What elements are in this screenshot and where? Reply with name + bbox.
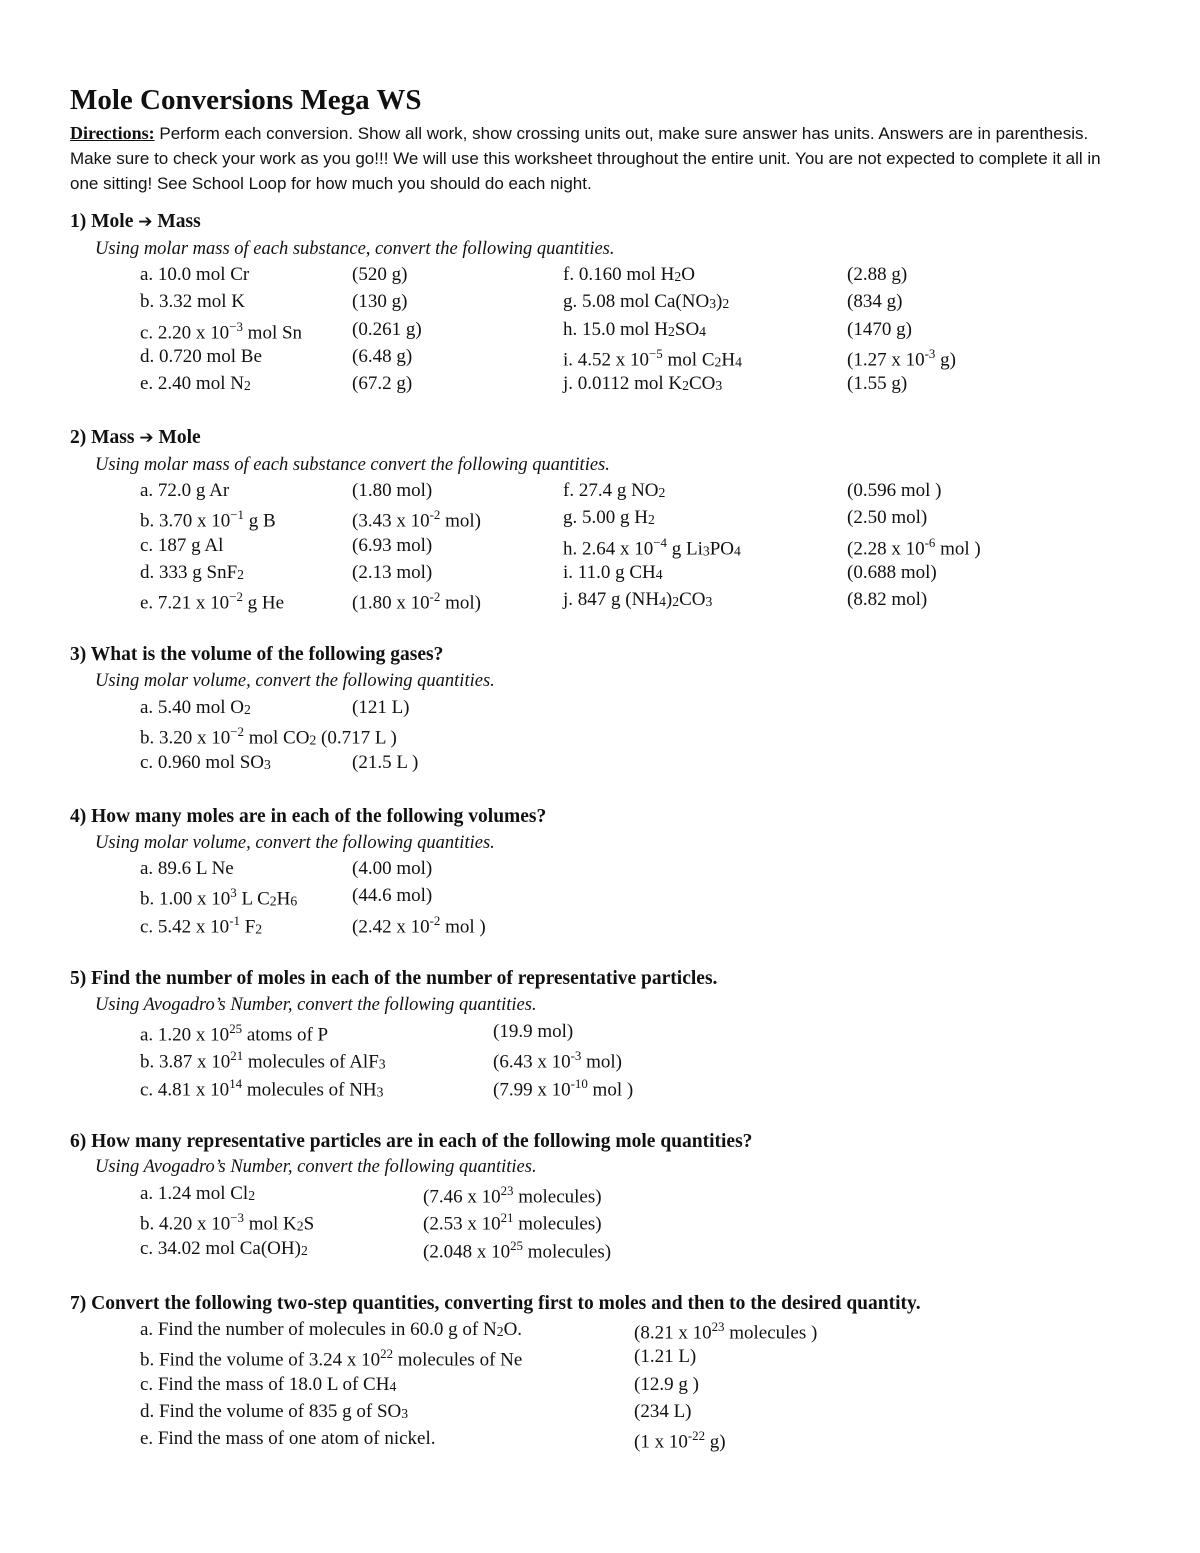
text-part: mol) xyxy=(440,592,481,614)
section-instruction: Using Avogadro’s Number, convert the following quantities. xyxy=(95,1157,537,1177)
text-part: CO xyxy=(688,373,716,395)
answer xyxy=(352,319,422,341)
text-part: c. 4.81 x 10 xyxy=(140,1079,230,1101)
text-part: molecules ) xyxy=(724,1322,818,1344)
text-part: mol) xyxy=(581,1051,622,1073)
text-part: a. 72.0 g Ar xyxy=(140,480,230,501)
answer xyxy=(634,1401,692,1423)
directions xyxy=(70,121,1130,196)
answer xyxy=(352,589,481,614)
text-part: -1 xyxy=(229,912,240,928)
text-part: 4 xyxy=(655,566,663,582)
answer xyxy=(634,1319,817,1344)
text-part: a. 10.0 mol Cr xyxy=(140,264,250,285)
text-part: CO xyxy=(679,589,706,611)
text-part: g. 5.08 mol Ca(NO xyxy=(563,291,710,313)
text-part: mol ) xyxy=(440,916,486,938)
text-part: molecules of Ne xyxy=(393,1349,523,1371)
text-part: 2 xyxy=(722,296,730,312)
text-part: (4.00 mol) xyxy=(352,858,433,879)
directions-label: Directions: xyxy=(70,123,155,143)
problem xyxy=(140,697,251,719)
problem xyxy=(140,1319,522,1341)
text-part: (0.596 mol ) xyxy=(847,480,942,501)
text-part: g He xyxy=(242,592,285,614)
text-part: atoms of P xyxy=(242,1024,329,1046)
answer xyxy=(352,291,407,313)
text-part: b. 3.70 x 10 xyxy=(140,510,231,532)
text-part: −5 xyxy=(649,345,663,361)
answer xyxy=(352,752,418,774)
problem xyxy=(140,1401,408,1423)
text-part: (2.88 g) xyxy=(847,264,908,285)
problem xyxy=(563,480,665,502)
text-part: c. 34.02 mol Ca(OH) xyxy=(140,1237,301,1259)
problem xyxy=(140,858,234,880)
text-part: b. 3.20 x 10 xyxy=(140,727,231,749)
text-part: j. 0.0112 mol K xyxy=(563,373,683,395)
text-part: molecules of AlF xyxy=(243,1051,379,1073)
text-part: SO xyxy=(674,318,700,340)
answer xyxy=(352,346,412,368)
text-part: (2.42 x 10 xyxy=(352,916,430,938)
answer xyxy=(352,507,481,532)
problem xyxy=(563,264,695,286)
problem xyxy=(140,1210,314,1235)
text-part: molecules of NH xyxy=(242,1079,377,1101)
text-part: 2 xyxy=(309,732,317,748)
text-part: 3 xyxy=(378,1056,386,1072)
text-part: 2 xyxy=(300,1242,308,1258)
text-part: (2.50 mol) xyxy=(847,507,928,529)
page-title: Mole Conversions Mega WS xyxy=(70,84,422,116)
text-part: 2 xyxy=(658,484,666,500)
text-part: (2.53 x 10 xyxy=(423,1213,501,1235)
text-part: H xyxy=(276,888,291,910)
text-part: g. 5.00 g H xyxy=(563,507,648,529)
answer xyxy=(847,264,907,286)
section-instruction: Using molar volume, convert the following quantities. xyxy=(95,671,495,691)
answer xyxy=(493,1076,633,1101)
text-part: (19.9 mol) xyxy=(493,1021,574,1042)
answer xyxy=(847,535,981,560)
text-part: -2 xyxy=(429,912,441,928)
text-part: -2 xyxy=(429,589,441,605)
text-part: S xyxy=(303,1213,315,1235)
text-part: 2 xyxy=(647,512,655,528)
text-part: g) xyxy=(935,349,956,371)
text-part: 3 xyxy=(702,542,710,558)
problem xyxy=(140,724,397,749)
right-arrow-icon: ➔ xyxy=(138,212,153,232)
text-part: (0.688 mol) xyxy=(847,561,937,583)
problem xyxy=(140,1374,396,1396)
text-part: molecules) xyxy=(513,1213,602,1235)
text-part: (234 L) xyxy=(634,1400,692,1422)
text-part: -3 xyxy=(924,345,936,361)
section-heading: 1) Mole ➔ Mass xyxy=(70,211,201,232)
text-part: e. 7.21 x 10 xyxy=(140,592,230,614)
section-instruction: Using molar mass of each substance convert the following quantities. xyxy=(95,455,610,475)
problem xyxy=(140,913,262,938)
problem xyxy=(563,319,706,341)
text-part: mol ) xyxy=(587,1079,634,1101)
text-part: 14 xyxy=(229,1075,243,1091)
text-part: 6 xyxy=(290,893,298,909)
text-part: a. 1.24 mol Cl xyxy=(140,1183,249,1204)
text-part: (12.9 g ) xyxy=(634,1373,699,1395)
answer xyxy=(352,373,412,395)
text-part: 2 xyxy=(296,1218,304,1234)
answer xyxy=(847,319,912,341)
problem xyxy=(140,264,249,286)
answer xyxy=(847,562,937,584)
text-part: (1 x 10 xyxy=(634,1431,688,1453)
text-part: 21 xyxy=(500,1210,514,1226)
answer xyxy=(847,291,902,313)
text-part: (2.13 mol) xyxy=(352,561,433,583)
text-part: −2 xyxy=(229,589,243,605)
problem xyxy=(563,589,712,611)
problem xyxy=(140,1048,386,1073)
text-part: 25 xyxy=(510,1237,523,1253)
text-part: -3 xyxy=(570,1048,582,1064)
text-part: c. 187 g Al xyxy=(140,534,224,556)
text-part: 3 xyxy=(715,378,723,393)
text-part: (67.2 g) xyxy=(352,373,413,395)
text-part: ) xyxy=(665,589,673,611)
text-part: (0.261 g) xyxy=(352,318,422,340)
text-part: 4 xyxy=(659,594,666,609)
answer xyxy=(423,1238,611,1263)
text-part: L C xyxy=(236,888,270,910)
text-part: −3 xyxy=(230,1210,244,1226)
answer xyxy=(352,697,410,719)
text-part: (121 L) xyxy=(352,697,410,718)
text-part: 3 xyxy=(709,296,717,312)
problem xyxy=(140,373,251,395)
text-part: d. Find the volume of 835 g of SO xyxy=(140,1400,402,1422)
text-part: 2 xyxy=(248,1187,256,1203)
text-part: 2 xyxy=(682,378,689,393)
section-heading: 4) How many moles are in each of the following volumes? xyxy=(70,806,547,827)
text-part: (6.93 mol) xyxy=(352,534,433,556)
problem xyxy=(140,535,223,557)
text-part: -6 xyxy=(924,534,936,550)
text-part: b. 3.87 x 10 xyxy=(140,1051,231,1073)
problem xyxy=(140,589,284,614)
answer xyxy=(847,346,956,371)
text-part: 23 xyxy=(711,1319,725,1334)
text-part: b. 4.20 x 10 xyxy=(140,1213,231,1235)
text-part: (2.048 x 10 xyxy=(423,1241,511,1263)
text-part: d. 0.720 mol Be xyxy=(140,345,262,367)
text-part: mol C xyxy=(662,349,715,371)
section-instruction: Using molar mass of each substance, convert the following quantities. xyxy=(95,239,615,259)
text-part: (520 g) xyxy=(352,264,408,285)
answer xyxy=(352,480,432,502)
text-part: i. 4.52 x 10 xyxy=(563,349,650,371)
text-part: 2 xyxy=(255,920,263,936)
text-part: 2 xyxy=(674,268,682,284)
text-part: 2 xyxy=(243,378,251,393)
problem xyxy=(563,562,663,584)
text-part: molecules) xyxy=(522,1241,612,1263)
answer xyxy=(847,589,927,611)
text-part: −2 xyxy=(230,724,244,740)
text-part: (1.27 x 10 xyxy=(847,349,925,371)
text-part: 23 xyxy=(500,1183,514,1198)
answer xyxy=(352,913,486,938)
text-part: molecules) xyxy=(513,1186,602,1208)
text-part: 4 xyxy=(699,323,707,339)
text-part: (834 g) xyxy=(847,291,903,313)
text-part: h. 15.0 mol H xyxy=(563,318,669,340)
text-part: (3.43 x 10 xyxy=(352,510,430,532)
text-part: 3 xyxy=(705,594,713,609)
text-part: (1.80 x 10 xyxy=(352,592,430,614)
text-part: b. 3.32 mol K xyxy=(140,291,246,313)
text-part: i. 11.0 g CH xyxy=(563,561,656,583)
answer xyxy=(634,1428,726,1453)
problem xyxy=(563,291,729,313)
text-part: 3 xyxy=(264,756,271,772)
text-part: 22 xyxy=(380,1346,394,1362)
answer xyxy=(352,264,407,286)
right-arrow-icon: ➔ xyxy=(139,428,154,448)
problem xyxy=(140,1076,384,1101)
problem xyxy=(563,535,741,560)
text-part: 2 xyxy=(243,701,251,717)
text-part: (1.21 L) xyxy=(634,1346,697,1368)
problem xyxy=(563,507,655,529)
text-part: 2 xyxy=(269,893,277,909)
problem xyxy=(140,319,302,344)
text-part: b. 1.00 x 10 xyxy=(140,888,231,910)
problem xyxy=(140,1238,308,1260)
text-part: 21 xyxy=(230,1048,244,1064)
text-part: (8.21 x 10 xyxy=(634,1322,712,1344)
text-part: c. 5.42 x 10 xyxy=(140,916,230,938)
text-part: e. 2.40 mol N xyxy=(140,373,244,395)
problem xyxy=(140,1428,436,1450)
text-part: 4 xyxy=(389,1378,397,1394)
text-part: F xyxy=(239,916,256,938)
problem xyxy=(140,1183,255,1205)
text-part: PO xyxy=(709,538,735,560)
text-part: c. Find the mass of 18.0 L of CH xyxy=(140,1373,390,1395)
problem xyxy=(140,752,271,774)
text-part: (1470 g) xyxy=(847,318,912,340)
text-part: (44.6 mol) xyxy=(352,885,433,907)
problem xyxy=(140,480,229,502)
text-part: (6.48 g) xyxy=(352,345,413,367)
section-heading: 5) Find the number of moles in each of the number of representative particles. xyxy=(70,968,718,989)
text-part: e. Find the mass of one atom of nickel. xyxy=(140,1428,436,1450)
text-part: mol K xyxy=(243,1213,297,1235)
text-part: (7.99 x 10 xyxy=(493,1079,571,1101)
problem xyxy=(140,1021,328,1046)
text-part: 2 xyxy=(668,323,675,339)
problem xyxy=(140,346,262,368)
section-instruction: Using molar volume, convert the following quantities. xyxy=(95,833,495,853)
text-part: H xyxy=(721,349,736,371)
text-part: -10 xyxy=(570,1075,588,1091)
text-part: (1.55 g) xyxy=(847,373,908,395)
text-part: c. 2.20 x 10 xyxy=(140,322,230,344)
text-part: −3 xyxy=(229,318,243,334)
text-part: mol ) xyxy=(935,538,981,560)
text-part: O xyxy=(681,264,695,285)
answer xyxy=(352,858,432,880)
text-part: (1.80 mol) xyxy=(352,480,433,501)
text-part: 3 xyxy=(401,1405,409,1421)
answer xyxy=(493,1048,622,1073)
section-instruction: Using Avogadro’s Number, convert the following quantities. xyxy=(95,995,537,1015)
text-part: 4 xyxy=(735,354,742,370)
answer xyxy=(847,373,907,395)
problem xyxy=(563,373,722,395)
text-part: a. 1.20 x 10 xyxy=(140,1024,230,1046)
text-part: f. 27.4 g NO xyxy=(563,480,659,501)
text-part: 2 xyxy=(237,566,244,582)
text-part: a. 5.40 mol O xyxy=(140,697,244,718)
section-heading: 6) How many representative particles are in each of the following mole quantities? xyxy=(70,1131,753,1152)
problem xyxy=(140,885,297,910)
text-part: (130 g) xyxy=(352,291,408,313)
text-part: −4 xyxy=(653,534,667,550)
section-heading: 7) Convert the following two-step quantities, converting first to moles and then to the desired quantity. xyxy=(70,1293,921,1314)
text-part: O. xyxy=(503,1319,523,1340)
directions-text: Perform each conversion. Show all work, show crossing units out, make sure answer has units. Answers are in parenthesis. Make sure to check your work as you go!!! We will use this worksheet throughout the entire unit. You are not expected to complete it all in one sitting! See School Loop for how much you should do each night. xyxy=(70,124,1101,193)
text-part: 25 xyxy=(229,1021,243,1036)
problem xyxy=(140,562,244,584)
text-part: -22 xyxy=(687,1428,706,1444)
text-part: 2 xyxy=(672,594,680,609)
text-part: (2.28 x 10 xyxy=(847,538,925,560)
answer xyxy=(493,1021,573,1043)
problem xyxy=(140,507,276,532)
problem xyxy=(140,291,245,313)
text-part: 2 xyxy=(496,1323,504,1339)
problem xyxy=(563,346,742,371)
answer xyxy=(423,1210,602,1235)
answer xyxy=(847,480,941,502)
text-part: 3 xyxy=(376,1083,384,1099)
text-part: a. Find the number of molecules in 60.0 g of N xyxy=(140,1319,497,1340)
problem xyxy=(140,1346,522,1371)
text-part: mol Sn xyxy=(242,322,303,344)
answer xyxy=(352,562,432,584)
answer xyxy=(847,507,927,529)
text-part: c. 0.960 mol SO xyxy=(140,751,265,773)
answer xyxy=(352,885,432,907)
text-part: −1 xyxy=(230,507,244,523)
text-part: 2 xyxy=(714,354,722,370)
text-part: f. 0.160 mol H xyxy=(563,264,675,285)
answer xyxy=(634,1374,699,1396)
text-part: (6.43 x 10 xyxy=(493,1051,571,1073)
answer xyxy=(634,1346,696,1368)
text-part: h. 2.64 x 10 xyxy=(563,538,654,560)
text-part: ) xyxy=(716,291,723,313)
text-part: mol) xyxy=(440,510,481,532)
section-heading: 3) What is the volume of the following gases? xyxy=(70,644,444,665)
text-part: b. Find the volume of 3.24 x 10 xyxy=(140,1349,381,1371)
text-part: d. 333 g SnF xyxy=(140,561,238,583)
answer xyxy=(423,1183,602,1208)
text-part: g Li xyxy=(666,538,703,560)
text-part: (21.5 L ) xyxy=(352,751,419,773)
text-part: 3 xyxy=(230,885,237,901)
text-part: g B xyxy=(243,510,276,532)
text-part: j. 847 g (NH xyxy=(563,589,660,611)
text-part: a. 89.6 L Ne xyxy=(140,858,234,879)
text-part: (8.82 mol) xyxy=(847,589,928,611)
text-part: (7.46 x 10 xyxy=(423,1186,501,1208)
text-part: -2 xyxy=(429,507,441,523)
text-part: (0.717 L ) xyxy=(316,727,397,749)
text-part: mol CO xyxy=(243,727,310,749)
text-part: 4 xyxy=(734,542,741,558)
answer xyxy=(352,535,432,557)
text-part: g) xyxy=(705,1431,726,1453)
section-heading: 2) Mass ➔ Mole xyxy=(70,427,201,448)
